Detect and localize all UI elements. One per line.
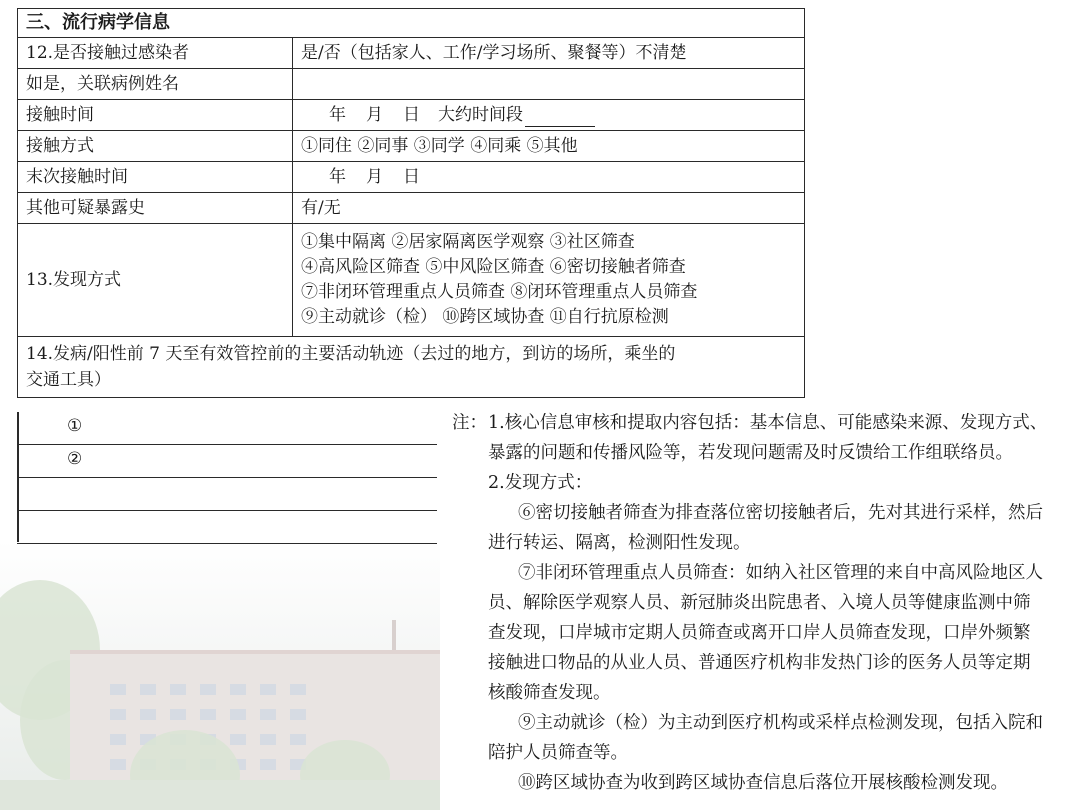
- row-label: 13.发现方式: [18, 224, 293, 337]
- row-value: 有/无: [293, 193, 805, 224]
- track-line: 14.发病/阳性前 7 天至有效管控前的主要活动轨迹（去过的地方，到访的场所，乘坐的: [26, 344, 676, 364]
- section-title: 三、流行病学信息: [18, 9, 805, 38]
- notes-prefix: 注：: [452, 413, 487, 433]
- row-value: 是/否（包括家人、工作/学习场所、聚餐等）不清楚: [293, 38, 805, 69]
- contact-time-field[interactable]: [293, 100, 805, 131]
- note-line: 查发现，口岸城市定期人员筛查或离开口岸人员筛查发现，口岸外频繁: [488, 623, 1031, 643]
- note-line: ⑦非闭环管理重点人员筛查：如纳入社区管理的来自中高风险地区人: [518, 563, 1043, 583]
- row-value: ①同住 ②同事 ③同学 ④同乘 ⑤其他: [293, 131, 805, 162]
- table-row: [18, 337, 805, 398]
- year-label: 年: [329, 105, 346, 125]
- table-row: [18, 162, 805, 193]
- row-label: 接触方式: [18, 131, 293, 162]
- item-number: ①: [67, 416, 83, 436]
- last-contact-field[interactable]: [293, 162, 805, 193]
- background-campus-image: [0, 540, 460, 810]
- note-line: 进行转运、隔离，检测阳性发现。: [488, 533, 751, 553]
- year-label: 年: [329, 167, 346, 187]
- note-line: 1.核心信息审核和提取内容包括：基本信息、可能感染来源、发现方式、: [488, 413, 1048, 433]
- option-line: ⑦非闭环管理重点人员筛查 ⑧闭环管理重点人员筛查: [301, 282, 698, 302]
- month-label: 月: [366, 167, 383, 187]
- table-row: [18, 38, 805, 69]
- track-entries: [17, 412, 437, 544]
- row-label: 12.是否接触过感染者: [18, 38, 293, 69]
- list-item[interactable]: [17, 445, 437, 478]
- note-line: 陪护人员筛查等。: [488, 743, 628, 763]
- notes-panel: [440, 398, 1080, 810]
- table-row: [18, 100, 805, 131]
- list-item[interactable]: [17, 478, 437, 511]
- item-number: ②: [67, 449, 83, 469]
- option-line: ⑨主动就诊（检） ⑩跨区域协查 ⑪自行抗原检测: [301, 307, 669, 327]
- note-line: 员、解除医学观察人员、新冠肺炎出院患者、入境人员等健康监测中筛: [488, 593, 1031, 613]
- month-label: 月: [366, 105, 383, 125]
- note-line: 核酸筛查发现。: [488, 683, 611, 703]
- day-label: 日: [403, 105, 420, 125]
- note-line: ⑨主动就诊（检）为主动到医疗机构或采样点检测发现，包括入院和: [518, 713, 1043, 733]
- day-label: 日: [403, 167, 420, 187]
- table-row: [18, 131, 805, 162]
- row-label: 其他可疑暴露史: [18, 193, 293, 224]
- epidemiology-form-table: [17, 8, 805, 398]
- activity-track-heading: [18, 337, 805, 398]
- option-line: ①集中隔离 ②居家隔离医学观察 ③社区筛查: [301, 232, 635, 252]
- list-item[interactable]: [17, 412, 437, 445]
- note-line: ⑥密切接触者筛查为排查落位密切接触者后，先对其进行采样，然后: [518, 503, 1043, 523]
- row-label: 接触时间: [18, 100, 293, 131]
- note-line: 暴露的问题和传播风险等，若发现问题需及时反馈给工作组联络员。: [488, 443, 1013, 463]
- table-row: [18, 224, 805, 337]
- row-label: 末次接触时间: [18, 162, 293, 193]
- table-row: [18, 69, 805, 100]
- period-label: 大约时间段: [438, 105, 523, 125]
- discovery-options: [293, 224, 805, 337]
- period-blank[interactable]: [525, 108, 595, 127]
- table-row: [18, 193, 805, 224]
- list-item[interactable]: [17, 511, 437, 544]
- row-label: 如是，关联病例姓名: [18, 69, 293, 100]
- note-line: 2.发现方式：: [488, 473, 593, 493]
- note-line: ⑩跨区域协查为收到跨区域协查信息后落位开展核酸检测发现。: [518, 773, 1008, 793]
- track-line: 交通工具）: [26, 370, 111, 390]
- option-line: ④高风险区筛查 ⑤中风险区筛查 ⑥密切接触者筛查: [301, 257, 686, 277]
- note-line: 接触进口物品的从业人员、普通医疗机构非发热门诊的医务人员等定期: [488, 653, 1031, 673]
- case-name-field[interactable]: [293, 69, 805, 100]
